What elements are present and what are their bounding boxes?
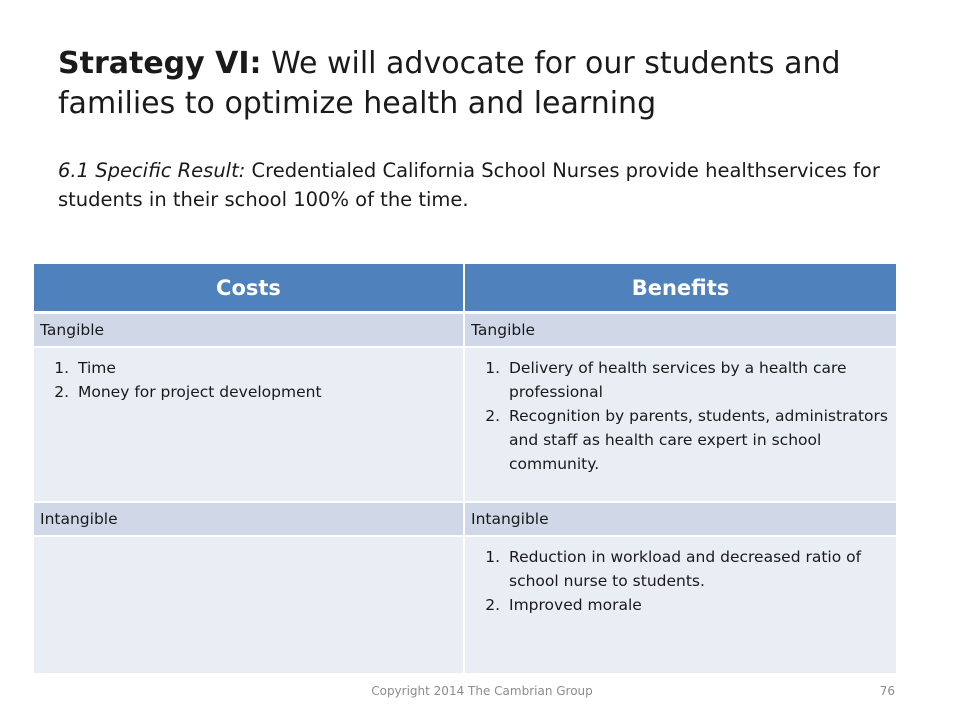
- intangible-label-row: [34, 502, 896, 536]
- tangible-label-row: [34, 313, 896, 348]
- slide-title-text: We will advocate for our students and families to optimize health and learning: [58, 46, 841, 121]
- costs-tangible-list: [40, 356, 457, 404]
- benefits-intangible-label: Intangible: [464, 502, 896, 536]
- costs-header: Costs: [34, 264, 464, 313]
- intangible-items-row: [34, 536, 896, 674]
- specific-result-label: 6.1 Specific Result:: [58, 159, 246, 182]
- list-item: 2. Money for project development: [74, 380, 457, 404]
- list-item: 2. Recognition by parents, students, administrators and staff as health care expert in school community.: [505, 404, 890, 476]
- page-number: 76: [879, 684, 895, 698]
- slide-title-strategy: Strategy VI:: [58, 46, 262, 81]
- costs-tangible-label: Tangible: [34, 313, 464, 348]
- benefits-tangible-label: Tangible: [464, 313, 896, 348]
- table-header-row: [34, 264, 896, 313]
- benefits-intangible-list: [471, 545, 890, 617]
- copyright-text: Copyright 2014 The Cambrian Group: [371, 684, 593, 698]
- tangible-items-row: [34, 347, 896, 502]
- specific-result: [58, 156, 918, 214]
- list-item: 1. Delivery of health services by a health care professional: [505, 356, 890, 404]
- slide-title: [58, 44, 918, 124]
- benefits-tangible-cell: [464, 347, 896, 502]
- benefits-header: Benefits: [464, 264, 896, 313]
- specific-result-text: Credentialed California School Nurses provide healthservices for students in their school 100% of the time.: [58, 159, 880, 211]
- list-item: 1. Reduction in workload and decreased ratio of school nurse to students.: [505, 545, 890, 593]
- benefits-tangible-list: [471, 356, 890, 476]
- benefits-intangible-cell: [464, 536, 896, 674]
- list-item: 2. Improved morale: [505, 593, 890, 617]
- cost-benefit-table: [34, 264, 896, 675]
- costs-tangible-cell: [34, 347, 464, 502]
- list-item: 1. Time: [74, 356, 457, 380]
- costs-intangible-label: Intangible: [34, 502, 464, 536]
- costs-intangible-cell: [34, 536, 464, 674]
